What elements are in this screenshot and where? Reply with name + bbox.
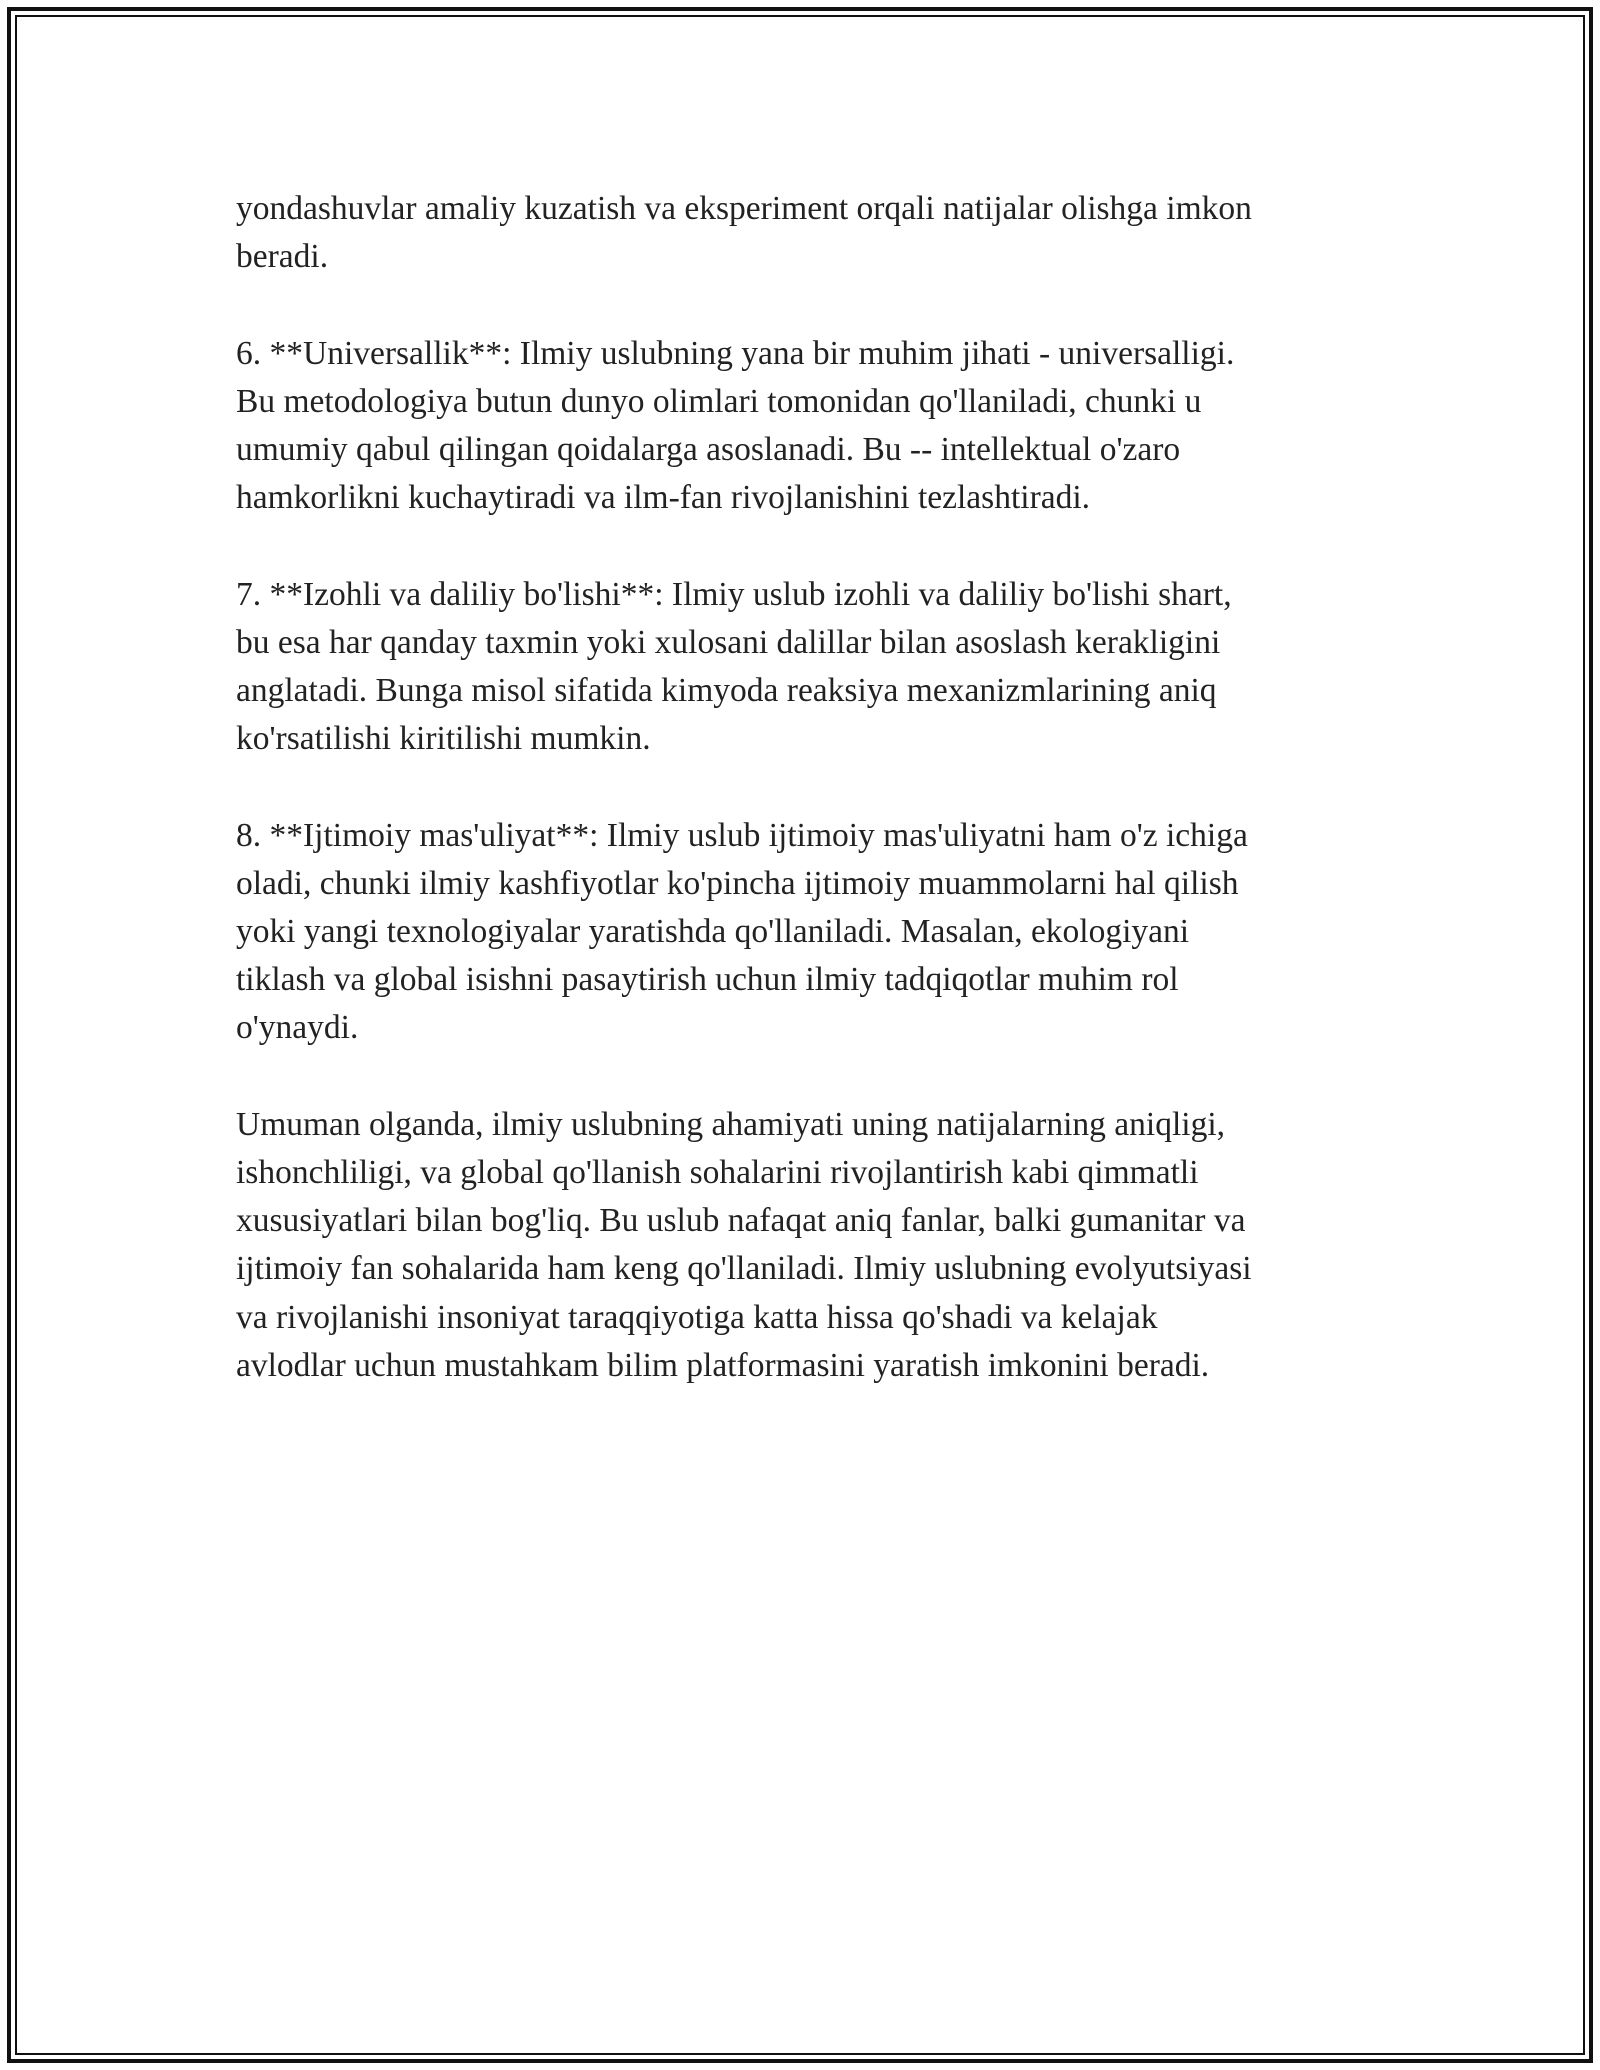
document-body [236,185,1366,1438]
text-line: ishonchliligi, va global qo'llanish sohalarini rivojlantirish kabi qimmatli [236,1154,1199,1191]
text-line: o'ynaydi. [236,1009,359,1047]
text-line: Umuman olganda, ilmiy uslubning ahamiyati uning natijalarning aniqligi, [236,1105,1226,1143]
text-line: oladi, chunki ilmiy kashfiyotlar ko'pincha ijtimoiy muammolarni hal qilish [236,864,1239,902]
text-line: anglatadi. Bunga misol sifatida kimyoda reaksiya mexanizmlarining aniq [236,672,1217,709]
text-line: 7. **Izohli va daliliy bo'lishi**: Ilmiy uslub izohli va daliliy bo'lishi shart, [236,575,1232,613]
text-line: tiklash va global isishni pasaytirish uchun ilmiy tadqiqotlar muhim rol [236,961,1179,999]
text-line: beradi. [236,238,329,276]
text-line: bu esa har qanday taxmin yoki xulosani dalillar bilan asoslash kerakligini [236,623,1221,661]
text-line: 6. **Universallik**: Ilmiy uslubning yana bir muhim jihati - universalligi. [236,334,1235,372]
text-line: umumiy qabul qilingan qoidalarga asoslanadi. Bu -- intellektual o'zaro [236,431,1181,468]
paragraph-item-8 [236,812,1366,1053]
text-line: va rivojlanishi insoniyat taraqqiyotiga katta hissa qo'shadi va kelajak [236,1298,1158,1336]
text-line: ko'rsatilishi kiritilishi mumkin. [236,720,651,758]
text-line: yoki yangi texnologiyalar yaratishda qo'llaniladi. Masalan, ekologiyani [236,913,1190,950]
text-line: yondashuvlar amaliy kuzatish va eksperiment orqali natijalar olishga imkon [236,190,1252,227]
paragraph-conclusion [236,1101,1366,1390]
text-line: Bu metodologiya butun dunyo olimlari tomonidan qo'llaniladi, chunki u [236,382,1202,420]
paragraph-item-7 [236,571,1366,764]
paragraph-item-6 [236,330,1366,523]
text-line: ijtimoiy fan sohalarida ham keng qo'llaniladi. Ilmiy uslubning evolyutsiyasi [236,1250,1252,1288]
paragraph-continuation [236,185,1366,281]
text-line: hamkorlikni kuchaytiradi va ilm-fan rivojlanishini tezlashtiradi. [236,479,1091,517]
text-line: xususiyatlari bilan bog'liq. Bu uslub nafaqat aniq fanlar, balki gumanitar va [236,1202,1246,1240]
text-line: 8. **Ijtimoiy mas'uliyat**: Ilmiy uslub ijtimoiy mas'uliyatni ham o'z ichiga [236,816,1248,854]
text-line: avlodlar uchun mustahkam bilim platformasini yaratish imkonini beradi. [236,1346,1210,1384]
